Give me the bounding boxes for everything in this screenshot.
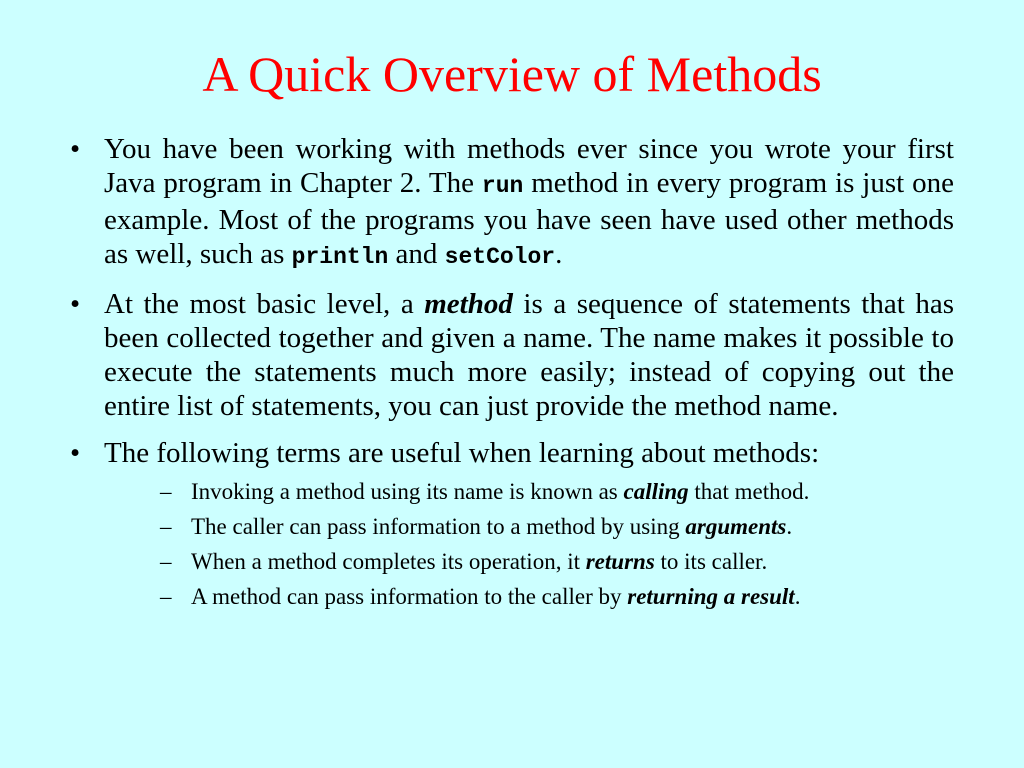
slide-content — [62, 132, 954, 627]
bullet-text: and — [388, 238, 445, 270]
code-run: run — [481, 173, 524, 199]
slide-title: A Quick Overview of Methods — [202, 46, 822, 102]
dash-marker: – — [160, 549, 172, 574]
code-setcolor: setColor — [444, 244, 556, 270]
sub-bullet-calling — [160, 474, 954, 509]
sub-bullet-text: The caller can pass information to a method by using — [191, 514, 686, 539]
bullet-text: You have been working with methods ever since you wrote your first Java program in Chapter 2. The — [104, 133, 954, 199]
term-method: method — [424, 288, 513, 320]
bullet-text: At the most basic level, a — [104, 288, 425, 320]
bullet-marker: • — [70, 133, 81, 165]
term-returning-a-result: returning a result — [627, 584, 795, 609]
bullet-item-methods-intro — [62, 132, 954, 274]
sub-bullet-returns — [160, 544, 954, 579]
sub-bullet-returning-result — [160, 579, 954, 614]
sub-bullet-arguments — [160, 509, 954, 544]
bullet-item-method-definition — [62, 287, 954, 423]
sub-bullet-text: When a method completes its operation, it — [191, 549, 586, 574]
code-println: println — [291, 244, 389, 270]
sub-bullet-list — [104, 474, 954, 614]
bullet-text: is a sequence of statements that has been collected together and given a name. The name makes it possible to execute the statements much more easily; instead of copying out the entire list of statements, you can just provide the method name. — [104, 288, 954, 422]
bullet-marker: • — [70, 437, 81, 469]
term-calling: calling — [623, 479, 689, 504]
bullet-text: method in every program is just one example. Most of the programs you have seen have used other methods as well, such as — [104, 167, 954, 270]
sub-bullet-text: . — [786, 514, 793, 539]
bullet-text: . — [555, 238, 563, 270]
bullet-text: The following terms are useful when learning about methods: — [104, 437, 820, 469]
dash-marker: – — [160, 584, 172, 609]
dash-marker: – — [160, 514, 172, 539]
dash-marker: – — [160, 479, 172, 504]
term-returns: returns — [585, 549, 655, 574]
bullet-marker: • — [70, 288, 81, 320]
sub-bullet-text: to its caller. — [654, 549, 768, 574]
bullet-item-terms — [62, 436, 954, 614]
sub-bullet-text: that method. — [688, 479, 810, 504]
sub-bullet-text: A method can pass information to the caller by — [191, 584, 628, 609]
sub-bullet-text: Invoking a method using its name is known as — [191, 479, 624, 504]
term-arguments: arguments — [685, 514, 787, 539]
sub-bullet-text: . — [794, 584, 801, 609]
